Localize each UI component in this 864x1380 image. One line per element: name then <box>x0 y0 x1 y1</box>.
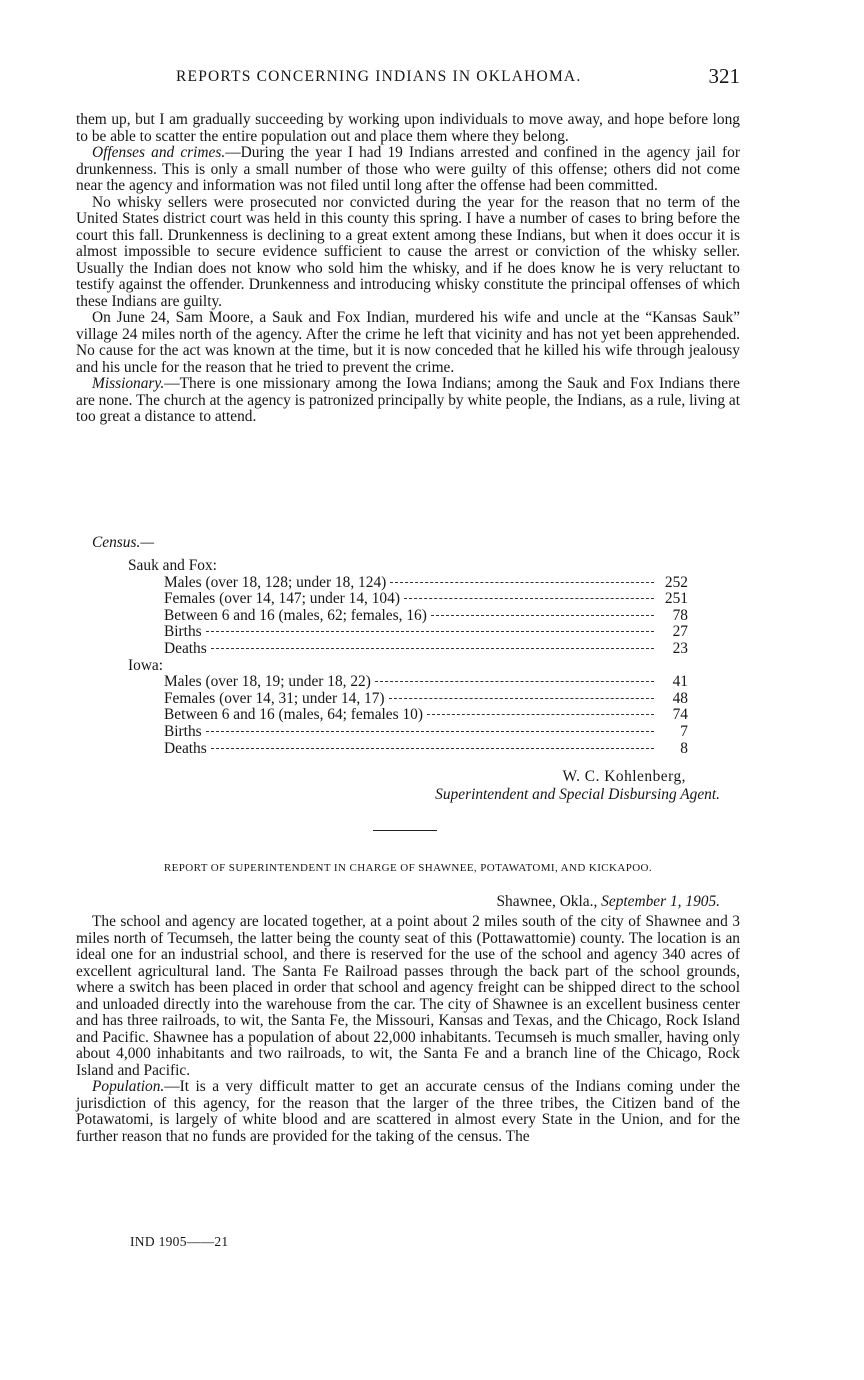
population-heading: Population. <box>92 1078 165 1095</box>
section-2-body <box>76 914 740 1145</box>
census-row-label: Between 6 and 16 (males, 62; females, 16) <box>164 606 427 624</box>
census-row-value: 23 <box>672 639 688 657</box>
census-row-value: 8 <box>680 739 688 757</box>
dateline-place: Shawnee, Okla., <box>496 893 598 910</box>
paragraph-continuation: them up, but I am gradually succeeding by working upon individuals to move away, and hope before long to be able to scatter the entire population out and place them where they belong. <box>76 111 740 145</box>
census-row-label: Males (over 18, 128; under 18, 124) <box>164 573 387 591</box>
census-row <box>128 608 688 625</box>
leader-dots <box>375 681 654 682</box>
paragraph-missionary <box>76 376 740 426</box>
census-group-name: Iowa: <box>128 656 164 674</box>
leader-dots <box>390 582 654 583</box>
leader-dots <box>206 731 654 732</box>
report-title: REPORT OF SUPERINTENDENT IN CHARGE OF SHAWNEE, POTAWATOMI, AND KICKAPOO. <box>163 862 653 874</box>
census-row <box>128 691 688 708</box>
leader-dots <box>404 598 654 599</box>
census-row-label: Males (over 18, 19; under 18, 22) <box>164 673 371 691</box>
census-row-value: 74 <box>672 706 688 724</box>
leader-dots <box>427 714 654 715</box>
page-number: 321 <box>708 64 740 88</box>
section-divider <box>373 830 437 831</box>
paragraph-whisky: No whisky sellers were prosecuted nor convicted during the year for the reason that no term of the United States district court was held in this county this spring. I have a number of cases to bring before the court this fall. Drunkenness is declining to a great extent among these Indians, but when it does occur it is almost impossible to secure evidence sufficient to cause the arrest or conviction of the whisky seller. Usually the Indian does not know who sold him the whisky, and if he does know he is very reluctant to testify against the offender. Drunkenness and introducing whisky constitute the principal offenses of which these Indians are guilty. <box>76 193 740 310</box>
census-row-label: Females (over 14, 31; under 14, 17) <box>164 689 385 707</box>
census-row-value: 78 <box>672 606 688 624</box>
page-header <box>76 64 740 94</box>
signature-title: Superintendent and Special Disbursing Agent. <box>435 786 720 803</box>
signature-name: W. C. Kohlenberg, <box>562 768 686 785</box>
census-row <box>128 575 688 592</box>
section-1-body <box>76 112 740 426</box>
leader-dots <box>431 615 654 616</box>
census-row-label: Deaths <box>164 639 207 657</box>
running-title: REPORTS CONCERNING INDIANS IN OKLAHOMA. <box>176 68 582 85</box>
leader-dots <box>389 698 654 699</box>
census-row <box>128 591 688 608</box>
census-row <box>128 641 688 658</box>
paragraph-location: The school and agency are located together, at a point about 2 miles south of the city of Shawnee and 3 miles north of Tecumseh, the latter being the county seat of this (Pottawattomie) county. The location is an ideal one for an industrial school, and there is reserved for the use of the school and agency 340 acres of excellent agricultural land. The Santa Fe Railroad passes through the back part of the school grounds, where a switch has been placed in order that school and agency freight can be shipped direct to the school and unloaded directly into the warehouse from the car. The city of Shawnee is an excellent business center and has three railroads, to wit, the Santa Fe, the Missouri, Kansas and Texas, and the Chicago, Rock Island and Pacific. Shawnee has a population of about 22,000 inhabitants. Tecumseh is much smaller, having only about 4,000 inhabitants and two railroads, to wit, the Santa Fe and a branch line of the Chicago, Rock Island and Pacific. <box>76 913 740 1079</box>
census-row <box>128 724 688 741</box>
census-row-label: Births <box>164 623 202 641</box>
census-row <box>128 741 688 758</box>
census-row-label: Births <box>164 722 202 740</box>
offenses-heading: Offenses and crimes. <box>92 144 226 161</box>
population-text: —It is a very difficult matter to get an accurate census of the Indians coming under the jurisdiction of this agency, for the reason that the larger of the three tribes, the Citizen band of the Potawatomi, is largely of white blood and are scattered in almost every State in the Union, and for the further reason that no funds are provided for the taking of the census. The <box>76 1078 740 1145</box>
signature-mark: IND 1905——21 <box>130 1234 229 1249</box>
census-row-value: 41 <box>672 673 688 691</box>
dateline <box>76 893 720 911</box>
dateline-date: September 1, 1905. <box>601 893 720 910</box>
leader-dots <box>211 648 654 649</box>
census-table <box>128 558 688 757</box>
census-row <box>128 624 688 641</box>
paragraph-population <box>76 1079 740 1145</box>
census-row-value: 48 <box>672 689 688 707</box>
census-row <box>128 707 688 724</box>
census-row-label: Deaths <box>164 739 207 757</box>
offenses-text: —During the year I had 19 Indians arrested and confined in the agency jail for drunkenness. This is only a small number of those who were guilty of this offense; others did not come near the agency and information was not filed until long after the offense had been committed. <box>76 144 740 194</box>
census-row-value: 7 <box>680 722 688 740</box>
leader-dots <box>206 631 654 632</box>
leader-dots <box>211 748 654 749</box>
paragraph-murder: On June 24, Sam Moore, a Sauk and Fox Indian, murdered his wife and uncle at the “Kansas Sauk” village 24 miles north of the agency. After the crime he left that vicinity and has not yet been apprehended. No cause for the act was known at the time, but it is now conceded that he killed his wife through jealousy and his uncle for the reason that he tried to prevent the crime. <box>76 309 740 376</box>
census-row-label: Between 6 and 16 (males, 64; females 10) <box>164 706 423 724</box>
census-row-value: 251 <box>664 590 688 608</box>
census-group-name: Sauk and Fox: <box>128 557 217 574</box>
census-row-value: 27 <box>672 623 688 641</box>
missionary-heading: Missionary. <box>92 375 165 392</box>
census-row <box>128 674 688 691</box>
census-row-value: 252 <box>664 573 688 591</box>
missionary-text: —There is one missionary among the Iowa Indians; among the Sauk and Fox Indians there are none. The church at the agency is patronized principally by white people, the Indians, as a rule, living at too great a distance to attend. <box>76 375 740 425</box>
census-heading: Census.— <box>92 534 154 551</box>
census-row-label: Females (over 14, 147; under 14, 104) <box>164 590 400 608</box>
paragraph-offenses <box>76 145 740 195</box>
